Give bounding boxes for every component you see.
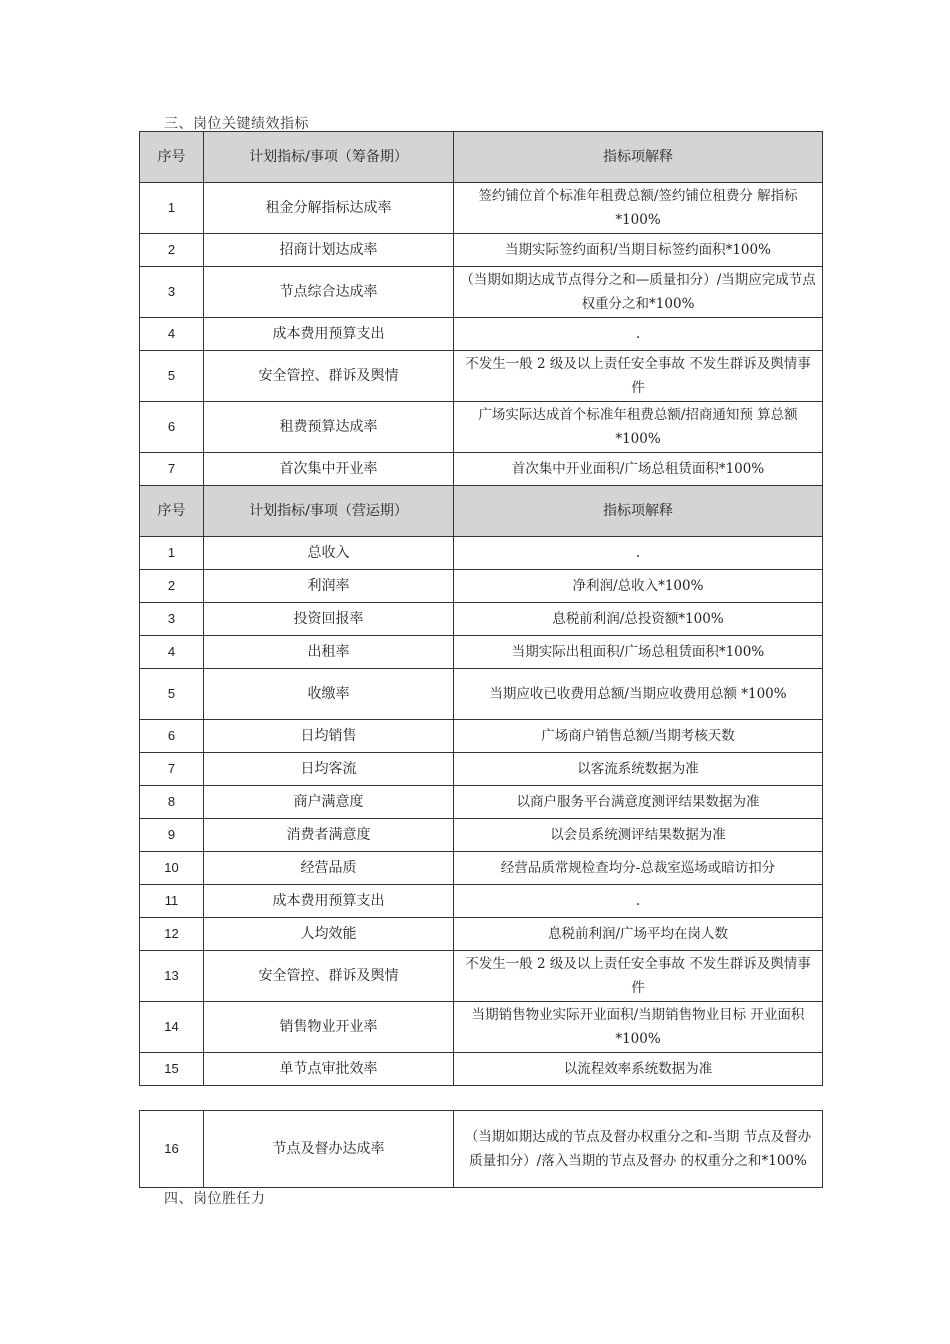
table-row (140, 318, 823, 351)
header-seq: 序号 (140, 132, 204, 183)
row-item: 招商计划达成率 (204, 234, 454, 267)
table-row (140, 570, 823, 603)
row-seq: 16 (140, 1111, 204, 1188)
table-row (140, 1111, 823, 1188)
row-seq: 6 (140, 720, 204, 753)
row-explain: 以会员系统测评结果数据为准 (454, 819, 823, 852)
table-row (140, 852, 823, 885)
table-row (140, 669, 823, 720)
row-seq: 9 (140, 819, 204, 852)
row-item: 销售物业开业率 (204, 1002, 454, 1053)
row-explain: 签约铺位首个标准年租费总额/签约铺位租费分 解指标*100% (454, 183, 823, 234)
table-row (140, 351, 823, 402)
table-row (140, 786, 823, 819)
row-explain: 广场实际达成首个标准年租费总额/招商通知预 算总额*100% (454, 402, 823, 453)
row-explain: 首次集中开业面积/广场总租赁面积*100% (454, 453, 823, 486)
row-item: 租费预算达成率 (204, 402, 454, 453)
row-item: 日均客流 (204, 753, 454, 786)
row-seq: 5 (140, 669, 204, 720)
row-seq: 7 (140, 453, 204, 486)
header-item: 计划指标/事项（营运期） (204, 486, 454, 537)
table-header-ops (140, 486, 823, 537)
row-item: 节点及督办达成率 (204, 1111, 454, 1188)
kpi-table (139, 131, 823, 1086)
row-explain: . (454, 885, 823, 918)
row-item: 租金分解指标达成率 (204, 183, 454, 234)
row-item: 成本费用预算支出 (204, 318, 454, 351)
header-explain: 指标项解释 (454, 486, 823, 537)
row-item: 收缴率 (204, 669, 454, 720)
row-explain: 当期实际出租面积/广场总租赁面积*100% (454, 636, 823, 669)
table-row (140, 1053, 823, 1086)
table-row (140, 720, 823, 753)
row-item: 日均销售 (204, 720, 454, 753)
table-row (140, 885, 823, 918)
row-explain: （当期如期达成节点得分之和—质量扣分）/当期应完成节点权重分之和*100% (454, 267, 823, 318)
header-explain: 指标项解释 (454, 132, 823, 183)
row-item: 投资回报率 (204, 603, 454, 636)
row-item: 商户满意度 (204, 786, 454, 819)
row-item: 安全管控、群诉及舆情 (204, 951, 454, 1002)
row-explain: 不发生一般 2 级及以上责任安全事故 不发生群诉及舆情事件 (454, 351, 823, 402)
row-item: 首次集中开业率 (204, 453, 454, 486)
table-row (140, 537, 823, 570)
row-seq: 12 (140, 918, 204, 951)
row-item: 经营品质 (204, 852, 454, 885)
row-item: 成本费用预算支出 (204, 885, 454, 918)
row-explain: . (454, 318, 823, 351)
row-seq: 1 (140, 537, 204, 570)
table-row (140, 951, 823, 1002)
row-explain: 广场商户销售总额/当期考核天数 (454, 720, 823, 753)
row-item: 人均效能 (204, 918, 454, 951)
row-seq: 1 (140, 183, 204, 234)
section-3-title: 三、岗位关键绩效指标 (164, 116, 309, 132)
table-row (140, 636, 823, 669)
row-seq: 11 (140, 885, 204, 918)
row-explain: 当期实际签约面积/当期目标签约面积*100% (454, 234, 823, 267)
table-row (140, 453, 823, 486)
row-item: 总收入 (204, 537, 454, 570)
row-seq: 15 (140, 1053, 204, 1086)
row-explain: 息税前利润/总投资额*100% (454, 603, 823, 636)
row-seq: 4 (140, 636, 204, 669)
row-item: 利润率 (204, 570, 454, 603)
row-item: 出租率 (204, 636, 454, 669)
row-seq: 13 (140, 951, 204, 1002)
row-seq: 7 (140, 753, 204, 786)
row-explain: 净利润/总收入*100% (454, 570, 823, 603)
row-explain: 当期应收已收费用总额/当期应收费用总额 *100% (454, 669, 823, 720)
table-header-prep (140, 132, 823, 183)
row-explain: 当期销售物业实际开业面积/当期销售物业目标 开业面积*100% (454, 1002, 823, 1053)
row-explain: . (454, 537, 823, 570)
table-row (140, 1002, 823, 1053)
row-explain: 不发生一般 2 级及以上责任安全事故 不发生群诉及舆情事件 (454, 951, 823, 1002)
row-seq: 6 (140, 402, 204, 453)
table-row (140, 603, 823, 636)
row-seq: 3 (140, 267, 204, 318)
table-row (140, 267, 823, 318)
row-item: 安全管控、群诉及舆情 (204, 351, 454, 402)
section-4-title: 四、岗位胜任力 (164, 1191, 266, 1207)
table-row (140, 234, 823, 267)
row-explain: （当期如期达成的节点及督办权重分之和-当期 节点及督办质量扣分）/落入当期的节点及督办 的权重分之和*100% (454, 1111, 823, 1188)
row-explain: 经营品质常规检查均分-总裁室巡场或暗访扣分 (454, 852, 823, 885)
row-explain: 以客流系统数据为准 (454, 753, 823, 786)
header-item: 计划指标/事项（筹备期） (204, 132, 454, 183)
table-row (140, 918, 823, 951)
header-seq: 序号 (140, 486, 204, 537)
row-item: 单节点审批效率 (204, 1053, 454, 1086)
row-seq: 10 (140, 852, 204, 885)
kpi-table-continued (139, 1110, 823, 1188)
table-row (140, 753, 823, 786)
row-seq: 2 (140, 570, 204, 603)
row-explain: 息税前利润/广场平均在岗人数 (454, 918, 823, 951)
table-row (140, 819, 823, 852)
row-item: 节点综合达成率 (204, 267, 454, 318)
row-explain: 以流程效率系统数据为准 (454, 1053, 823, 1086)
row-seq: 14 (140, 1002, 204, 1053)
row-seq: 3 (140, 603, 204, 636)
row-item: 消费者满意度 (204, 819, 454, 852)
row-seq: 4 (140, 318, 204, 351)
table-row (140, 183, 823, 234)
row-seq: 8 (140, 786, 204, 819)
row-explain: 以商户服务平台满意度测评结果数据为准 (454, 786, 823, 819)
table-row (140, 402, 823, 453)
row-seq: 2 (140, 234, 204, 267)
row-seq: 5 (140, 351, 204, 402)
